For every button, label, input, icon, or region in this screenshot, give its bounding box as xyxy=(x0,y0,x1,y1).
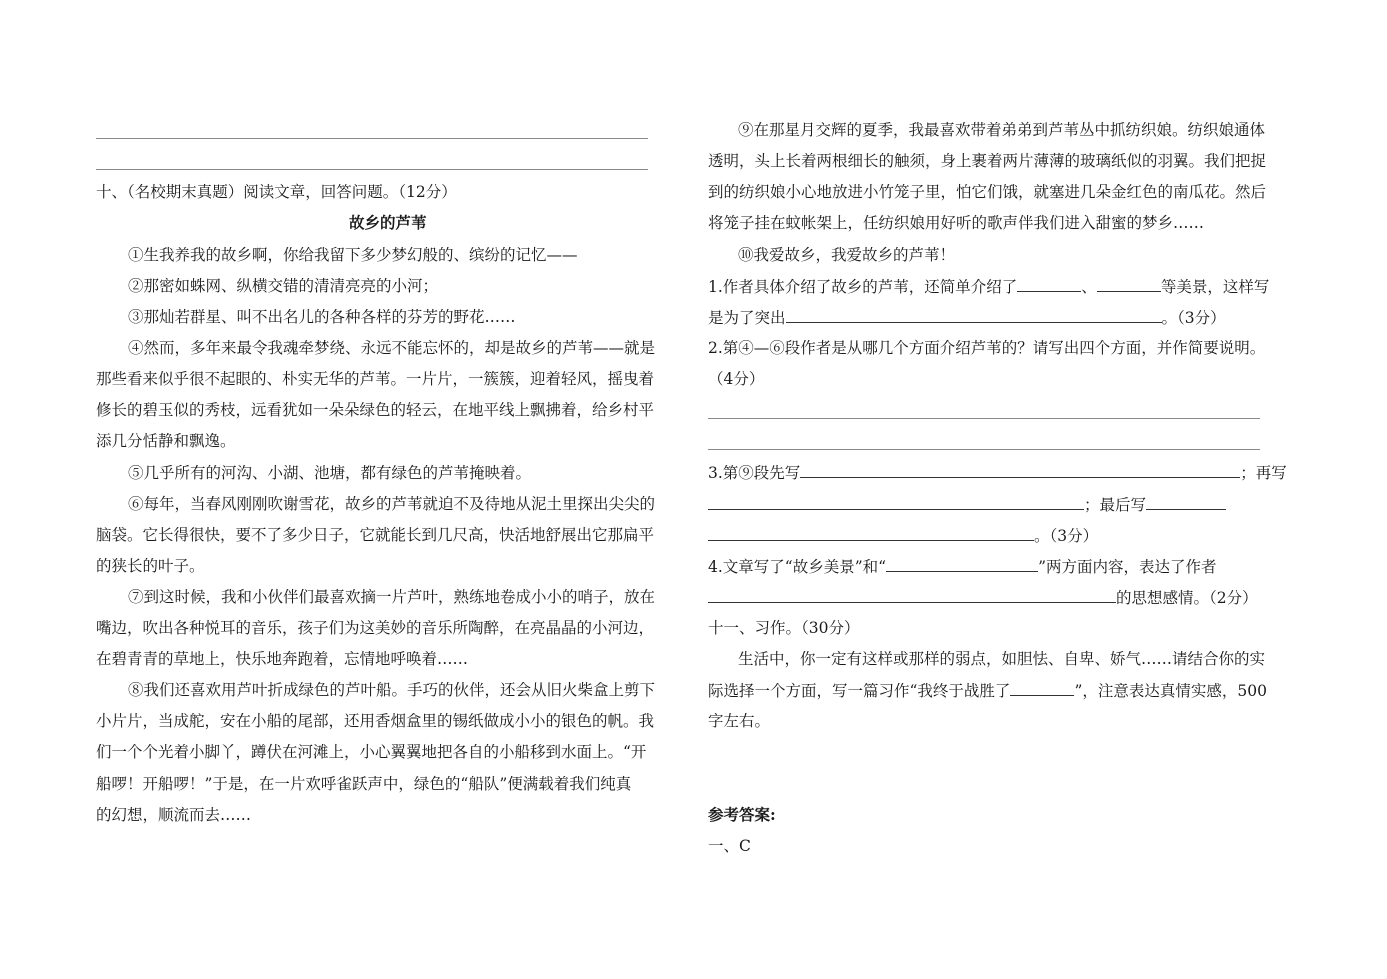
question-2-answer-line-2[interactable] xyxy=(708,449,1260,450)
paragraph-line: ⑨在那星月交辉的夏季，我最喜欢带着弟弟到芦苇丛中抓纺织娘。纺织娘通体 xyxy=(738,121,1266,139)
question-1-text: 1.作者具体介绍了故乡的芦苇，还简单介绍了 xyxy=(708,278,1018,296)
paragraph-line: 在碧青青的草地上，快乐地奔跑着，忘情地呼唤着…… xyxy=(96,650,469,668)
paragraph-line: ⑥每年，当春风刚刚吹谢雪花，故乡的芦苇就迫不及待地从泥土里探出尖尖的 xyxy=(128,495,656,513)
essay-prompt-text-2: ”，注意表达真情实感，500 xyxy=(1074,682,1267,700)
article-title: 故乡的芦苇 xyxy=(349,213,427,232)
paragraph-line: 嘴边，吹出各种悦耳的音乐，孩子们为这美妙的音乐所陶醉，在亮晶晶的小河边， xyxy=(96,619,655,637)
question-4-line-1 xyxy=(708,556,1217,577)
paragraph-line: 船啰！开船啰！”于是，在一片欢呼雀跃声中，绿色的“船队”便满载着我们纯真 xyxy=(96,775,632,793)
paragraph-line: 将笼子挂在蚊帐架上，任纺织娘用好听的歌声伴我们进入甜蜜的梦乡…… xyxy=(708,214,1205,232)
question-3-text-2: ；再写 xyxy=(1240,464,1287,482)
question-2-answer-line-1[interactable] xyxy=(708,418,1260,419)
question-1-score: 。（3分） xyxy=(1161,309,1226,327)
paragraph-line: 们一个个光着小脚丫，蹲伏在河滩上，小心翼翼地把各自的小船移到水面上。“开 xyxy=(96,743,647,761)
question-2-line-1: 2.第④—⑥段作者是从哪几个方面介绍芦苇的？请写出四个方面，并作简要说明。 xyxy=(708,339,1266,357)
question-2-score: （4分） xyxy=(708,370,765,388)
paragraph-line: ③那灿若群星、叫不出名儿的各种各样的芬芳的野花…… xyxy=(128,308,516,326)
question-3-blank-2[interactable] xyxy=(708,494,1084,510)
paragraph-line: 的幻想，顺流而去…… xyxy=(96,806,252,824)
answer-line-top-1 xyxy=(96,138,648,139)
question-3-text: 3.第⑨段先写 xyxy=(708,464,801,482)
paragraph-line: 添几分恬静和飘逸。 xyxy=(96,432,236,450)
question-1-line-1 xyxy=(708,276,1269,297)
question-1-blank-3[interactable] xyxy=(786,307,1162,323)
question-3-blank-4[interactable] xyxy=(708,525,1034,541)
essay-prompt-line-1: 生活中，你一定有这样或那样的弱点，如胆怯、自卑、娇气……请结合你的实 xyxy=(738,650,1266,668)
question-4-text-2: ”两方面内容，表达了作者 xyxy=(1038,558,1217,576)
essay-prompt-line-3: 字左右。 xyxy=(708,712,771,730)
question-1-blank-2[interactable] xyxy=(1097,276,1161,292)
question-1-line-2 xyxy=(708,307,1226,328)
question-1-blank-1[interactable] xyxy=(1017,276,1081,292)
section-ten-heading: 十、（名校期末真题）阅读文章，回答问题。（12分） xyxy=(96,183,457,201)
question-3-line-3 xyxy=(708,525,1098,546)
paragraph-line: ⑩我爱故乡，我爱故乡的芦苇！ xyxy=(738,246,956,264)
paragraph-line: ⑦到这时候，我和小伙伴们最喜欢摘一片芦叶，熟练地卷成小小的哨子，放在 xyxy=(128,588,656,606)
paragraph-line: ⑧我们还喜欢用芦叶折成绿色的芦叶船。手巧的伙伴，还会从旧火柴盒上剪下 xyxy=(128,681,656,699)
answer-line-top-2 xyxy=(96,169,648,170)
question-1-separator: 、 xyxy=(1081,278,1097,296)
essay-title-blank[interactable] xyxy=(1010,680,1074,696)
question-3-line-1 xyxy=(708,462,1287,483)
paragraph-line: 透明，头上长着两根细长的触须，身上裹着两片薄薄的玻璃纸似的羽翼。我们把捉 xyxy=(708,152,1267,170)
question-4-score: 的思想感情。（2分） xyxy=(1116,589,1258,607)
question-3-score: 。（3分） xyxy=(1034,527,1099,545)
paragraph-line: ②那密如蛛网、纵横交错的清清亮亮的小河； xyxy=(128,277,439,295)
answers-heading: 参考答案: xyxy=(708,805,776,824)
paragraph-line: 到的纺织娘小心地放进小竹笼子里，怕它们饿，就塞进几朵金红色的南瓜花。然后 xyxy=(708,183,1267,201)
question-4-text: 4.文章写了“故乡美景”和“ xyxy=(708,558,887,576)
paragraph-line: 脑袋。它长得很快，要不了多少日子，它就能长到几尺高，快活地舒展出它那扁平 xyxy=(96,526,655,544)
essay-prompt-text: 际选择一个方面，写一篇习作“我终于战胜了 xyxy=(708,682,1011,700)
paragraph-line: 的狭长的叶子。 xyxy=(96,557,205,575)
paragraph-line: 修长的碧玉似的秀枝，远看犹如一朵朵绿色的轻云，在地平线上飘拂着，给乡村平 xyxy=(96,401,655,419)
question-4-blank-1[interactable] xyxy=(886,556,1038,572)
question-1-text-2: 等美景，这样写 xyxy=(1160,278,1270,296)
paragraph-line: ①生我养我的故乡啊，你给我留下多少梦幻般的、缤纷的记忆—— xyxy=(128,246,578,264)
paragraph-line: ⑤几乎所有的河沟、小湖、池塘，都有绿色的芦苇掩映着。 xyxy=(128,464,532,482)
question-3-line-2 xyxy=(708,494,1226,515)
paragraph-line: 小片片，当成舵，安在小船的尾部，还用香烟盒里的锡纸做成小小的银色的帆。我 xyxy=(96,712,655,730)
paragraph-line: 那些看来似乎很不起眼的、朴实无华的芦苇。一片片，一簇簇，迎着轻风，摇曳着 xyxy=(96,370,655,388)
paragraph-line: ④然而，多年来最令我魂牵梦绕、永远不能忘怀的，却是故乡的芦苇——就是 xyxy=(128,339,656,357)
essay-prompt-line-2 xyxy=(708,680,1267,701)
section-eleven-heading: 十一、习作。（30分） xyxy=(708,619,860,637)
question-3-blank-1[interactable] xyxy=(800,462,1240,478)
question-3-text-3: ；最后写 xyxy=(1084,496,1147,514)
answer-one: 一、C xyxy=(708,837,751,855)
question-3-blank-3[interactable] xyxy=(1146,494,1226,510)
question-4-line-2 xyxy=(708,587,1258,608)
question-1-text-3: 是为了突出 xyxy=(708,309,786,327)
question-4-blank-2[interactable] xyxy=(708,587,1116,603)
